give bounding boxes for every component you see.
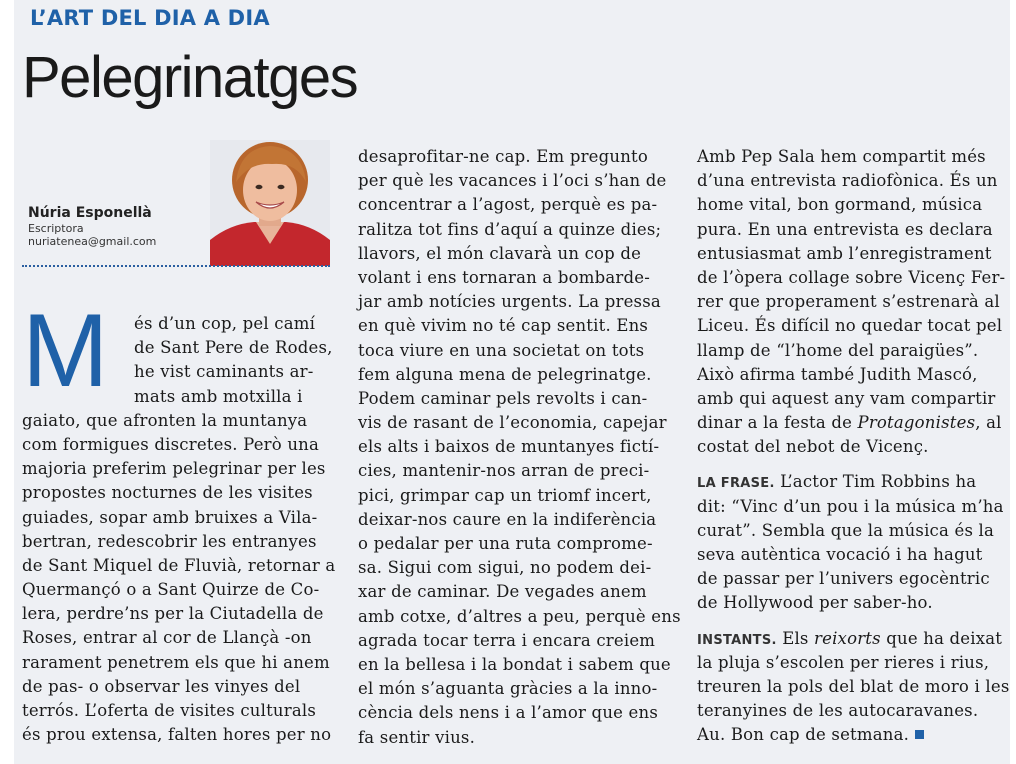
- text-line: amb qui aquest any vam compartir: [697, 388, 996, 408]
- text-fragment: , al: [975, 413, 1002, 433]
- text-line: com formigues discretes. Però una: [22, 434, 320, 454]
- text-line: concentrar a l’agost, perquè es pa-: [358, 195, 658, 215]
- text-line: llamp de “l’home del paraigües”.: [697, 340, 979, 360]
- text-line: costat del nebot de Vicenç.: [697, 437, 929, 457]
- text-line: de passar per l’univers egocèntric: [697, 569, 990, 589]
- text-line: terrós. L’oferta de visites culturals: [22, 701, 317, 720]
- italic-word: reixorts: [814, 628, 881, 648]
- text-line: fem alguna mena de pelegrinatge.: [358, 364, 652, 384]
- text-line: en què vivim no té cap sentit. Ens: [358, 316, 649, 336]
- text-line: volant i ens tornaran a bombarde-: [358, 267, 651, 287]
- text-line: rer que properament s’estrenarà al: [697, 292, 1000, 312]
- text-line: xar de caminar. De vegades anem: [358, 582, 647, 602]
- text-line: gaiato, que afronten la muntanya: [22, 410, 308, 430]
- text-line: pura. En una entrevista es declara: [697, 219, 993, 239]
- text-line: seva autèntica vocació i ha hagut: [697, 545, 983, 564]
- end-of-article-square-icon: [915, 730, 924, 739]
- text-line: llavors, el món clavarà un cop de: [358, 243, 642, 263]
- byline-divider: [22, 265, 330, 267]
- text-line: de Sant Miquel de Fluvià, retornar a: [22, 555, 336, 575]
- section-label: L’ART DEL DIA A DIA: [30, 6, 270, 30]
- text-line: teranyines de les autocaravanes.: [697, 701, 979, 721]
- text-line: els alts i baixos de muntanyes fictí-: [358, 437, 660, 457]
- text-line: majoria preferim pelegrinar per les: [22, 459, 326, 479]
- text-fragment: dinar a la festa de: [697, 413, 858, 433]
- author-role: Escriptora: [28, 222, 84, 235]
- text-line: Això afirma també Judith Mascó,: [697, 364, 978, 384]
- author-photo: [210, 140, 330, 266]
- text-line: [697, 470, 1007, 494]
- text-fragment: que ha deixat: [880, 628, 1003, 648]
- text-line: jar amb notícies urgents. La pressa: [358, 292, 661, 312]
- text-line: amb cotxe, d’altres a peu, perquè ens: [358, 606, 681, 626]
- text-line: entusiasmat amb l’enregistrament: [697, 243, 992, 263]
- text-line: propostes nocturnes de les visites: [22, 483, 313, 503]
- text-line: curat”. Sembla que la música és la: [697, 520, 995, 540]
- text-line: bertran, redescobrir les entranyes: [22, 531, 317, 551]
- text-line: [697, 627, 1007, 651]
- text-fragment: L’actor Tim Robbins ha: [774, 472, 977, 492]
- text-fragment: Au. Bon cap de setmana.: [697, 725, 910, 745]
- text-line: home vital, bon gormand, música: [697, 195, 983, 215]
- text-fragment: Els: [776, 628, 815, 648]
- text-line: el món s’aguanta gràcies a la inno-: [358, 679, 658, 699]
- text-line: [697, 723, 1007, 747]
- text-line: fa sentir vius.: [358, 727, 476, 747]
- text-line: Roses, entrar al cor de Llançà -on: [22, 628, 312, 648]
- article-column-3: [697, 145, 1010, 748]
- instants-label: INSTANTS.: [697, 632, 777, 648]
- text-line: en la bellesa i la bondat i sabem que: [358, 654, 671, 674]
- article-column-2: [358, 145, 681, 750]
- text-line: de Hollywood per saber-ho.: [697, 593, 933, 613]
- dropcap-paragraph: [22, 293, 333, 409]
- text-line: treuren la pols del blat de moro i les: [697, 676, 1010, 696]
- italic-title: Protagonistes: [857, 413, 976, 433]
- text-line: Podem caminar pels revolts i can-: [358, 388, 648, 408]
- text-line: desaprofitar-ne cap. Em pregunto: [358, 147, 649, 166]
- text-line: ralitza tot fins d’aquí a quinze dies;: [358, 219, 662, 239]
- la-frase-label: LA FRASE.: [697, 476, 775, 492]
- text-line: toca viure en una societat on tots: [358, 340, 645, 360]
- text-line: sa. Sigui com sigui, no podem dei-: [358, 558, 652, 578]
- text-line: o pedalar per una ruta comprome-: [358, 534, 653, 553]
- author-name: Núria Esponellà: [28, 205, 152, 221]
- headline: Pelegrinatges: [22, 45, 358, 110]
- text-line: vis de rasant de l’economia, capejar: [358, 413, 667, 433]
- text-line: lera, perdre’ns per la Ciutadella de: [22, 604, 324, 624]
- text-line: pici, grimpar cap un triomf incert,: [358, 485, 652, 505]
- text-line: Quermançó o a Sant Quirze de Co-: [22, 580, 320, 600]
- text-line: cies, mantenir-nos arran de preci-: [358, 461, 650, 481]
- text-line: d’una entrevista radiofònica. És un: [697, 171, 998, 191]
- author-byline: [28, 205, 218, 248]
- text-line: Amb Pep Sala hem compartit més: [697, 147, 986, 166]
- text-line: de pas- o observar les vinyes del: [22, 676, 301, 696]
- text-line: és d’un cop, pel camí: [134, 314, 316, 333]
- text-line: Liceu. És difícil no quedar tocat pel: [697, 316, 1003, 336]
- author-portrait-image: [210, 140, 330, 266]
- text-line: he vist caminants ar-: [134, 362, 314, 382]
- text-line: cència dels nens i a l’amor que ens: [358, 703, 659, 723]
- text-line: la pluja s’escolen per rieres i rius,: [697, 652, 990, 672]
- author-email: nuriatenea@gmail.com: [28, 235, 157, 248]
- text-line: mats amb motxilla i: [134, 386, 303, 406]
- newspaper-page: [14, 0, 1010, 764]
- text-line: per què les vacances i l’oci s’han de: [358, 171, 667, 191]
- text-line: agrada tocar terra i encara creiem: [358, 630, 656, 650]
- text-line: rarament penetrem els que hi anem: [22, 652, 330, 672]
- text-line: dit: “Vinc d’un pou i la música m’ha: [697, 496, 1004, 516]
- text-line: [697, 411, 1007, 435]
- text-line: de l’òpera collage sobre Vicenç Fer-: [697, 267, 1006, 287]
- dropcap: M: [22, 293, 109, 409]
- text-line: deixar-nos caure en la indiferència: [358, 509, 657, 529]
- text-line: de Sant Pere de Rodes,: [134, 338, 333, 358]
- text-line: guiades, sopar amb bruixes a Vila-: [22, 507, 318, 527]
- text-line: és prou extensa, falten hores per no: [22, 725, 332, 745]
- article-column-1: [22, 293, 336, 747]
